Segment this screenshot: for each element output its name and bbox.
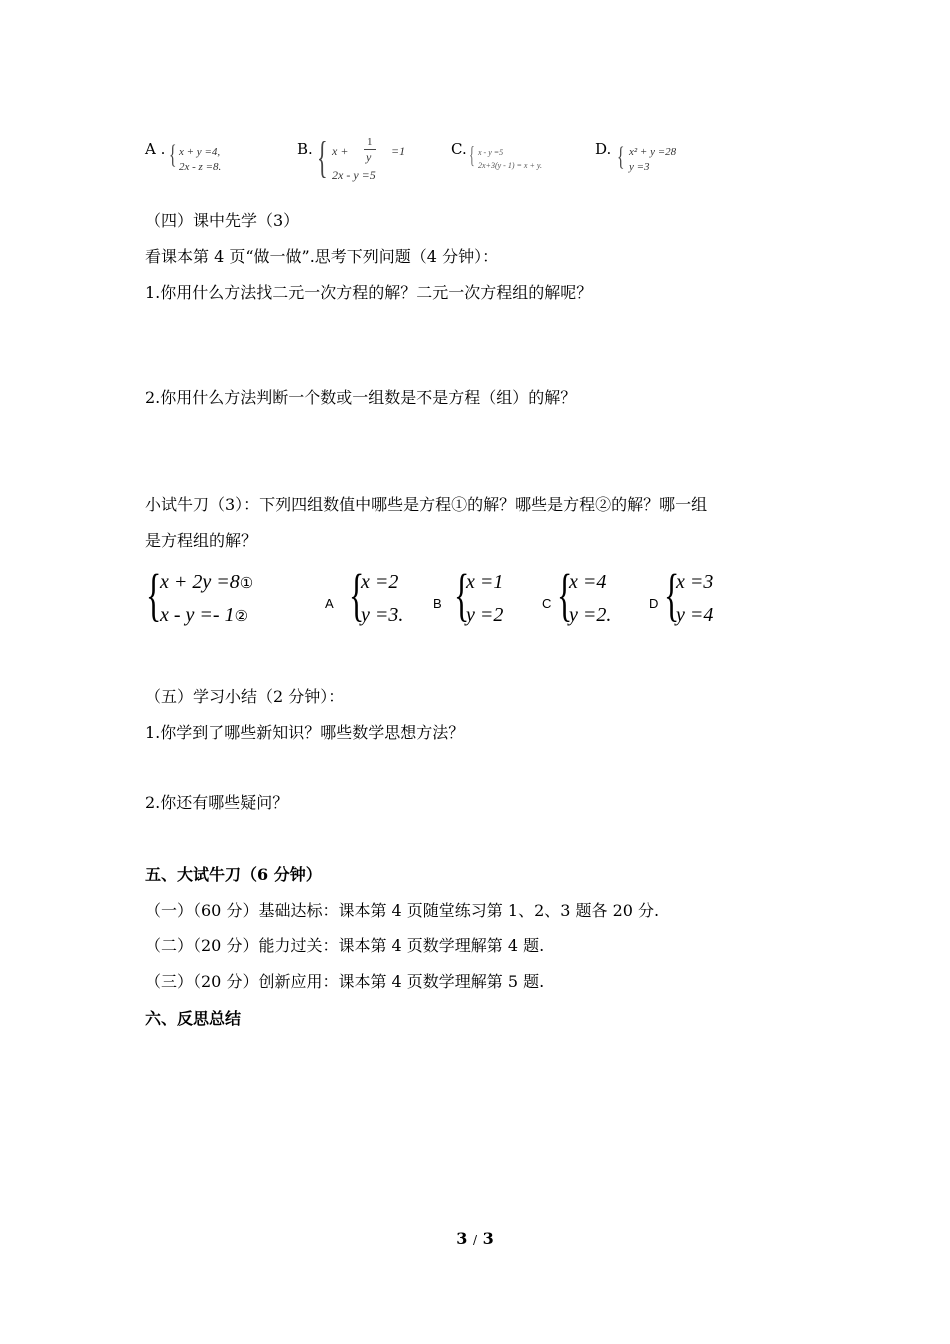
system-eq2-text: x - y =- 1	[160, 604, 235, 626]
part6-title: 六、反思总结	[145, 1009, 242, 1028]
option-d-label: D.	[595, 140, 612, 158]
system-brace: {	[146, 562, 162, 627]
choice-d-label: D	[649, 596, 659, 611]
question-1: 1.你用什么方法找二元一次方程的解？二元一次方程组的解呢？	[145, 283, 593, 302]
choice-d-x: x =3	[676, 571, 714, 593]
option-b-eq1-right: =1	[391, 144, 406, 158]
section4-intro: 看课本第 4 页“做一做”.思考下列问题（4 分钟）：	[145, 247, 499, 266]
part5-item-2: （二）（20 分）能力过关：课本第 4 页数学理解第 4 题.	[145, 936, 545, 955]
option-d-brace: {	[617, 142, 625, 171]
trial-line-1: 小试牛刀（3）：下列四组数值中哪些是方程①的解？哪些是方程②的解？哪一组	[145, 495, 708, 514]
system-eq1	[160, 571, 253, 594]
section4-title: （四）课中先学（3）	[145, 211, 300, 230]
section5-question-2: 2.你还有哪些疑问？	[145, 793, 289, 812]
option-c-label: C.	[451, 140, 467, 158]
equation-options-row	[145, 133, 765, 186]
choice-d-y: y =4	[676, 604, 714, 626]
option-b-eq2: 2x - y =5	[332, 168, 376, 182]
choice-d-brace: {	[664, 562, 680, 627]
option-b-fraction-denominator: y	[366, 150, 372, 164]
choice-c-brace: {	[557, 562, 573, 627]
option-b-fraction-numerator: 1	[367, 136, 373, 148]
option-a-label: A .	[145, 140, 166, 158]
choice-b-x: x =1	[466, 571, 504, 593]
system-eq1-mark: ①	[239, 576, 254, 592]
option-a-eq2: 2x - z =8.	[179, 161, 222, 173]
option-b-brace: {	[317, 133, 328, 182]
choice-b-label: B	[433, 596, 442, 611]
option-c-eq1: x - y =5	[478, 148, 504, 157]
choice-c-x: x =4	[569, 571, 607, 593]
question-2: 2.你用什么方法判断一个数或一组数是不是方程（组）的解？	[145, 388, 577, 407]
part5-item-1: （一）（60 分）基础达标：课本第 4 页随堂练习第 1、2、3 题各 20 分.	[145, 901, 660, 920]
page-separator: /	[472, 1233, 478, 1247]
option-b-eq1-left: x +	[332, 144, 349, 158]
system-eq2-mark: ②	[234, 609, 249, 625]
option-c-eq2: 2x+3(y - 1) = x + y.	[478, 161, 542, 170]
system-eq2	[160, 604, 248, 627]
option-d-eq2: y =3	[629, 161, 650, 173]
choice-c-y: y =2.	[569, 604, 612, 626]
option-b-label: B.	[297, 140, 313, 158]
section5-question-1: 1.你学到了哪些新知识？哪些数学思想方法？	[145, 723, 465, 742]
part5-item-3: （三）（20 分）创新应用：课本第 4 页数学理解第 5 题.	[145, 972, 545, 991]
trial-line-2: 是方程组的解？	[145, 531, 258, 550]
option-a-brace: {	[169, 140, 177, 169]
page-total: 3	[482, 1229, 494, 1248]
section5-title: （五）学习小结（2 分钟）：	[145, 687, 345, 706]
choice-c-label: C	[542, 596, 552, 611]
part5-title: 五、大试牛刀（6 分钟）	[145, 865, 322, 884]
choice-a-y: y =3.	[361, 604, 404, 626]
page-current: 3	[456, 1229, 468, 1248]
page-number	[0, 1229, 950, 1248]
choice-a-label: A	[325, 596, 334, 611]
choice-b-y: y =2	[466, 604, 504, 626]
choice-b-brace: {	[454, 562, 470, 627]
choice-a-x: x =2	[361, 571, 399, 593]
system-eq1-text: x + 2y =8	[160, 571, 240, 593]
option-c-brace: {	[469, 143, 475, 169]
option-d-eq1: x² + y =28	[629, 146, 677, 158]
option-a-eq1: x + y =4,	[179, 146, 221, 158]
choice-a-brace: {	[349, 562, 365, 627]
